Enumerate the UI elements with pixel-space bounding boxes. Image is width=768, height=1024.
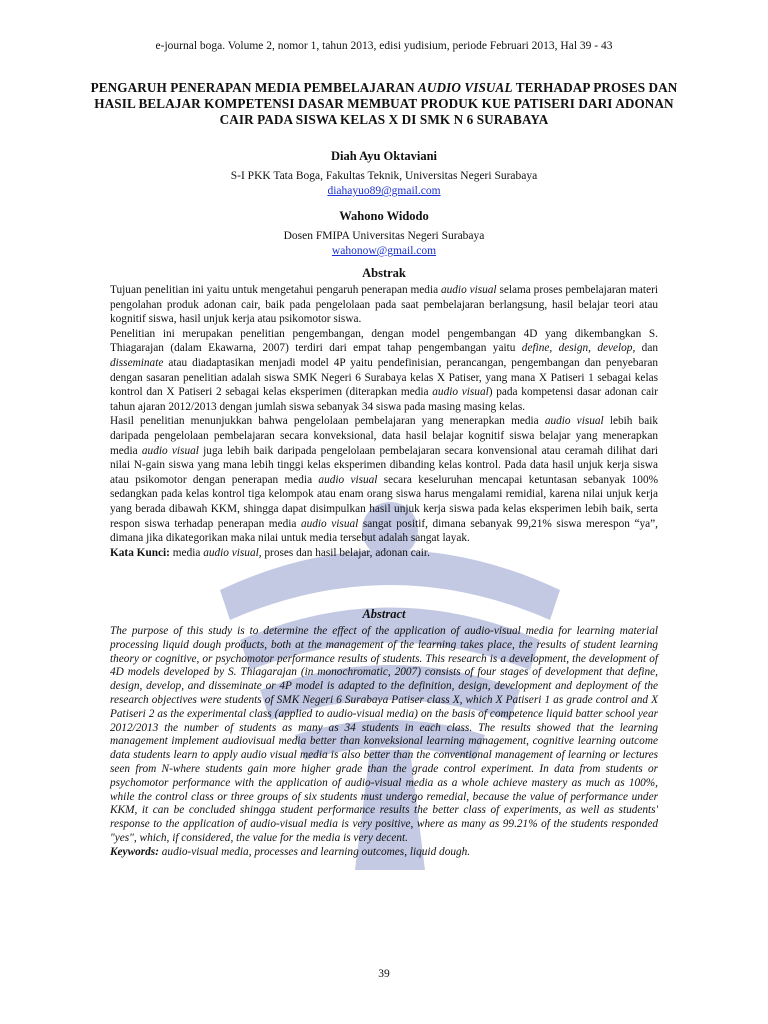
text: media [169,546,204,559]
keywords-label: Keywords: [110,845,159,858]
abstract-body [110,625,658,860]
title-italic: AUDIO VISUAL [417,80,513,95]
text: atau diadaptasikan menjadi model 4P yaitu pendefinisian, perancangan, pengembangan dan penyebaran dengan sasaran penelitian adalah siswa SMK Negeri 6 Surabaya kelas X Patiser, yang mana X Patiseri 1 sebagai kelas kontrol dan X Patiseri 2 sebagai kelas eksperimen (diterapkan media [110,356,658,399]
journal-header: e-journal boga. Volume 2, nomor 1, tahun 2013, edisi yudisium, periode Februari 2013, Hal 39 - 43 [155,40,613,52]
italic-text: audio visual [440,284,497,296]
text: juga lebih baik daripada pengelolaan pembelajaran secara konvensional atau ceramah dilihat dari nilai N-gain siswa yang mana lebih tinggi kelas eksperimen dibanding kelas kontrol. Pada data hasil unjuk kerja siswa atau psikomotor dengan penerapan media [110,444,658,486]
italic-text: audio visual, [203,546,262,559]
author-2 [0,209,768,259]
abstrak-paragraph-1 [110,283,658,327]
text: Hasil penelitian menunjukkan bahwa pengelolaan pembelajaran yang menerapkan media [110,415,545,428]
keywords [110,846,658,860]
title-part-1: PENGARUH PENERAPAN MEDIA PEMBELAJARAN [90,80,418,95]
text: lebih baik daripada pengelolaan pembelajaran secara konveksional, data hasil belajar kognitif siswa belajar yang menerapkan media [110,415,658,457]
text: Tujuan penelitian ini yaitu untuk mengetahui pengaruh penerapan media [110,284,441,296]
italic-text: disseminate [110,356,164,369]
author-2-affiliation: Dosen FMIPA Universitas Negeri Surabaya [283,230,485,242]
keywords-text: audio-visual media, processes and learning outcomes, liquid dough. [158,845,471,858]
author-1-name: Diah Ayu Oktaviani [330,149,438,163]
author-2-name: Wahono Widodo [339,209,429,223]
text: ) pada kompetensi dasar adonan cair tahun ajaran 2012/2013 dengan jumlah siswa sebanyak 34 siswa pada masing masing kelas. [110,386,659,413]
italic-text: audio visual [432,386,489,399]
italic-text: audio visual [544,415,604,428]
author-1-affiliation: S-I PKK Tata Boga, Fakultas Teknik, Universitas Negeri Surabaya [230,170,538,182]
abstract-heading: Abstract [362,607,406,621]
author-1-email-link[interactable]: diahayuo89@gmail.com [327,185,441,197]
abstract-paragraph: The purpose of this study is to determine the effect of the application of audio-visual media for learning material processing liquid dough products, both at the management of the learning takes place, the results of student learning theory or cognitive, or psychomotor performance results of students. This research is a development, the development of 4D models developed by S. Thiagarajan (in monochromatic, 2007) consists of four stages of development that define, design, develop, and disseminate or 4P model is adapted to the definition, design, development and deployment of the research objectives were students of SMK Negeri 6 Surabaya Patiser class X, which X Patiseri 1 as grade control and X Patiseri 2 as the experimental class (applied to audio-visual media) on the basis of competence liquid batter school year 2012/2013 the number of students as many as 34 students in each class. The results showed that the learning management implement audiovisual media better than konveksional learning management, cognitive learning outcome data students learn to apply audio visual media is also better than the conventional management of learning or lectures seen from N-where students gain more higher grade than the grade control experiment. In data from students or psychomotor performance with the application of audio-visual media as a whole achieve mastery as much as 100%, while the control class or three groups of six students must undergo remedial, because the value of performance under KKM, it can be concluded shingga student performance results the better class of experiments, as well as students' response to the application of audio-visual media is very positive, where as many as 99.21% of the students responded "yes", which, if considered, the value for the media is very decent. [110,625,658,844]
italic-text: audio visual [318,473,378,486]
page-number: 39 [378,968,390,980]
text: selama proses pembelajaran materi pengolahan produk adonan cair, baik pada pengelolaan pada saat pembelajaran berlangsung, hasil belajar teori atau kognitif siswa, hasil unjuk kerja atau psikomotor siswa. [110,284,658,326]
text: secara keseluruhan mencapai ketuntasan sebanyak 100% sedangkan pada kelas kontrol tiga kelompok atau enam orang siswa harus mengalami remidial, karena nilai unjuk kerja yang berada dibawah KKM, shingga dapat disimpulkan hasil unjuk kerja siswa pada kelas eksperimen lebih baik, serta respon siswa terhadap penerapan media [110,473,658,530]
italic-text: audio visual [141,444,199,457]
abstrak-paragraph-3 [110,414,658,545]
abstrak-heading: Abstrak [362,266,406,280]
keywords-label: Kata Kunci: [110,546,170,559]
author-2-email-link[interactable]: wahonow@gmail.com [331,245,437,257]
italic-text: define, design, develop, [521,342,636,355]
italic-text: audio visual [300,517,359,530]
abstrak-body [110,283,658,560]
title-part-2: TERHADAP PROSES DAN HASIL BELAJAR KOMPETENSI DASAR MEMBUAT PRODUK KUE PATISERI DARI ADONAN CAIR PADA SISWA KELAS X DI SMK N 6 SURABAYA [94,80,678,127]
author-1 [0,149,768,199]
abstrak-paragraph-2 [110,327,658,415]
text: dan [635,342,658,355]
text: proses dan hasil belajar, adonan cair. [261,546,430,559]
kata-kunci [110,546,658,561]
text: sangat positif, dimana sebanyak 99,21% siswa merespon “ya”, dimana jika dikategorikan maka nilai untuk media tersebut adalah sangat layak. [110,517,659,545]
paper-title [80,80,688,128]
text: Penelitian ini merupakan penelitian pengembangan, dengan model pengembangan 4D yang dikembangkan S. Thiagarajan (dalam Ekawarna, 2007) terdiri dari empat tahap pengembangan yaitu [110,327,658,355]
